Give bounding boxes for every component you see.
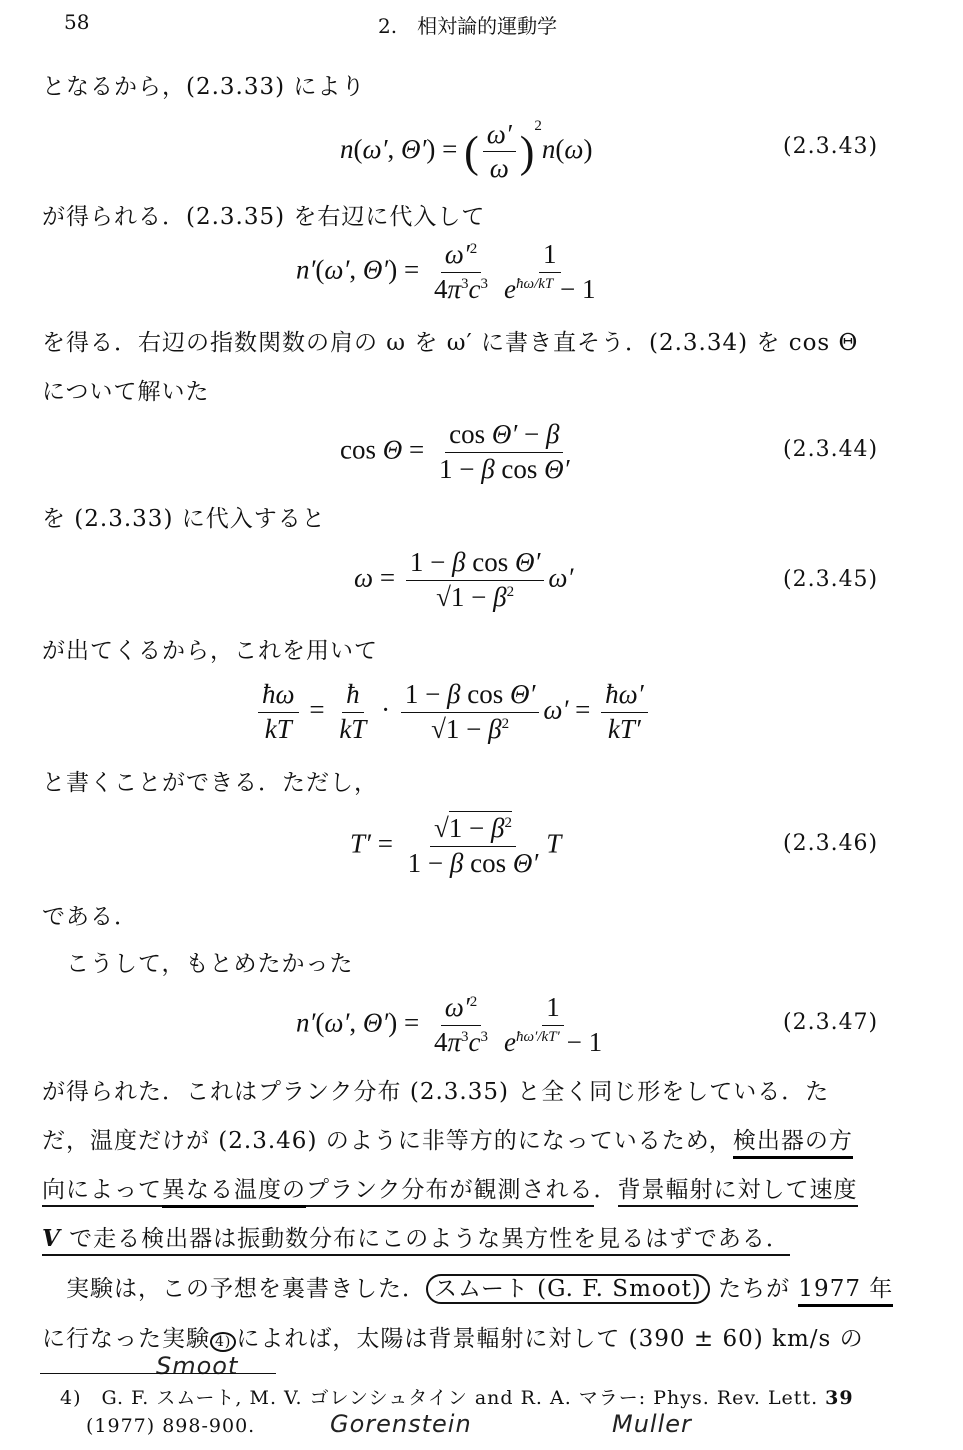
eq-number: (2.3.47) <box>783 1010 879 1035</box>
text-line: が得られる．(2.3.35) を右辺に代入して <box>42 204 486 230</box>
text-span: たちが <box>709 1276 799 1302</box>
eq-number: (2.3.44) <box>783 437 879 462</box>
underlined-text: で走る検出器は振動数分布にこのような異方性を見るはずである． <box>61 1226 790 1256</box>
equation-2-3-45: ω = $\frac{\text{1 − β cos Θ′}}{√1 - \beta^2}$ ω′ <box>354 547 574 612</box>
underlined-text: 向によって <box>42 1177 162 1207</box>
text-line: と書くことができる．ただし， <box>42 770 378 796</box>
handwritten-note: Muller <box>612 1410 692 1438</box>
eq-number: (2.3.43) <box>783 134 879 159</box>
text-line: について解いた <box>42 379 210 405</box>
footnote-ref: 4) <box>210 1332 236 1352</box>
velocity-symbol: V <box>42 1225 61 1256</box>
handwritten-note: Smoot <box>156 1352 239 1380</box>
text-span: 実験は，この予想を裏書きした． <box>66 1276 426 1302</box>
text-span: だ，温度だけが (2.3.46) のように非等方的になっているため， <box>42 1128 733 1154</box>
footnote-text: 4) G. F. スムート, M. V. ゴレンシュタイン and R. A. マラー: Phys. Rev. Lett. <box>60 1387 826 1409</box>
text-line: が出てくるから，これを用いて <box>42 638 378 664</box>
text-line: である． <box>42 904 138 930</box>
equation-2-3-46: T′ = $\frac{√1 - \beta^2}{\text{1 − β cos Θ′}}$ T <box>350 813 562 878</box>
text-line <box>42 1220 790 1253</box>
equation-planck-prime: n′(ω′, Θ′) = $\frac{\omega'^2}{4\pi^3c^3}$ $\frac{1}{e^{ħ\omega/kT} - 1}$ <box>296 239 596 304</box>
text-line: が得られた．これはプランク分布 (2.3.35) と全く同じ形をしている．た <box>42 1079 830 1105</box>
underlined-text: 温度の <box>234 1177 306 1208</box>
volume-number: 39 <box>825 1387 854 1409</box>
footnote-rule <box>40 1373 276 1374</box>
text-line: となるから，(2.3.33) により <box>42 74 366 100</box>
underlined-text: 背景輻射に対して速度 <box>618 1177 858 1207</box>
text-span: に行なった実験 <box>42 1326 210 1352</box>
handwritten-note: Gorenstein <box>330 1410 472 1438</box>
equation-2-3-47: n′(ω′, Θ′) = $\frac{\omega'^2}{4\pi^3c^3}$ $\frac{1}{e^{ħ\omega'/kT'} - 1}$ <box>296 992 603 1057</box>
circled-text: スムート (G. F. Smoot) <box>426 1274 710 1304</box>
text-line: を (2.3.33) に代入すると <box>42 506 326 532</box>
text-line <box>42 1122 853 1155</box>
underlined-text: 1977 年 <box>798 1276 893 1307</box>
underlined-text: 異なる <box>162 1177 234 1208</box>
chapter-title: 2. 相対論的運動学 <box>378 14 558 38</box>
equation-2-3-44: cos Θ = $\frac{\text{cos Θ′ − β}}{\text{1 − β cos Θ′}}$ <box>340 419 570 484</box>
footnote-text: (1977) 898-900. <box>86 1415 256 1437</box>
text-line <box>42 1171 858 1204</box>
page-number: 58 <box>64 10 90 34</box>
footnote <box>60 1383 854 1410</box>
underlined-text: プランク分布が観測される <box>306 1177 594 1207</box>
text-line: を得る．右辺の指数関数の肩の ω を ω′ に書き直そう．(2.3.34) を cos Θ <box>42 330 859 356</box>
text-span: ． <box>593 1177 618 1203</box>
text-span: によれば，太陽は背景輻射に対して (390 ± 60) km/s の <box>236 1326 864 1352</box>
underlined-text: 検出器の方 <box>733 1128 853 1159</box>
text-line <box>42 1320 864 1353</box>
eq-number: (2.3.45) <box>783 567 879 592</box>
text-line <box>66 1270 893 1303</box>
equation-hbar-omega: $\frac{ħ\omega}{kT}$ = $\frac{ħ}{kT}$ · $\frac{\text{1 − β cos Θ′}}{√1 - \beta^2}$ ω′ = $\frac{ħ\omega'}{kT'}$ <box>254 680 652 744</box>
text-line: こうして，もとめたかった <box>66 951 354 977</box>
eq-number: (2.3.46) <box>783 831 879 856</box>
equation-2-3-43: n(ω′, Θ′) = ( $\frac{\omega'}{\omega}$ )$^2$n(ω) <box>340 118 593 184</box>
